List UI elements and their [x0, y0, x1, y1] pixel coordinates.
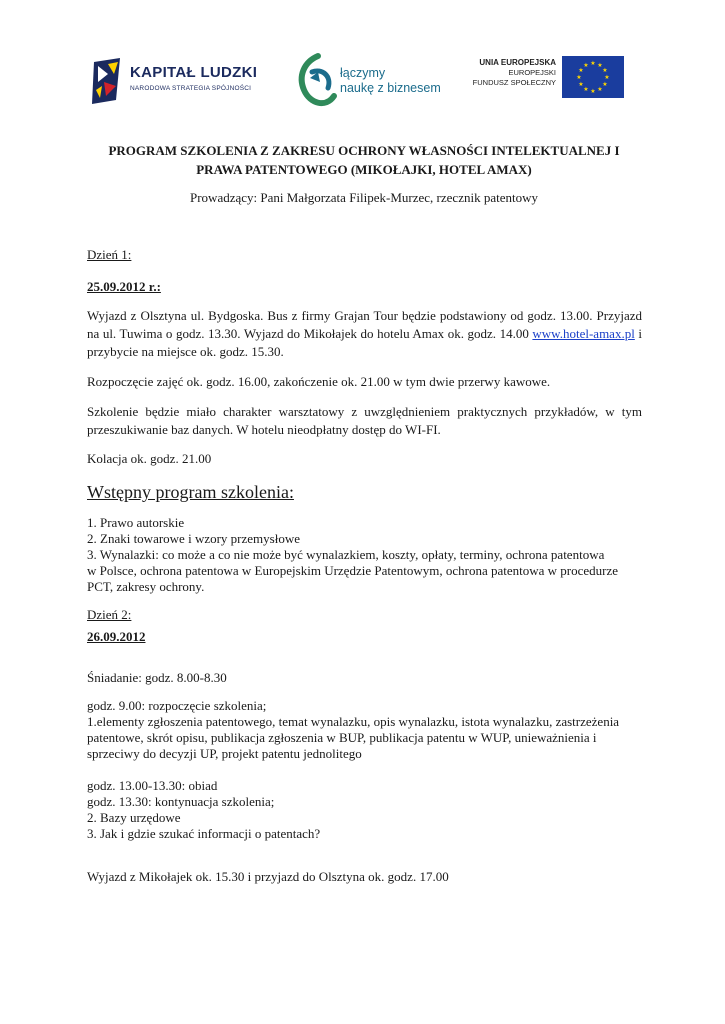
day2-afternoon-block	[87, 778, 642, 842]
document-title	[90, 141, 638, 179]
svg-text:★: ★	[583, 62, 589, 69]
svg-text:★: ★	[604, 74, 610, 81]
day2-elements-line-2: patentowe, skrót opisu, publikacja zgłoszenia w BUP, publikacja patentu w WUP, unieważnienia i	[87, 730, 597, 745]
svg-text:★: ★	[578, 81, 584, 88]
kapital-ludzki-subtitle: NARODOWA STRATEGIA SPÓJNOŚCI	[130, 85, 252, 92]
svg-text:★: ★	[597, 86, 603, 93]
program-heading: Wstępny program szkolenia:	[87, 482, 294, 502]
laczymy-swirl-icon	[296, 52, 340, 110]
program-list	[87, 515, 642, 595]
day1-supper: Kolacja ok. godz. 21.00	[87, 451, 212, 466]
day2-start: godz. 9.00: rozpoczęcie szkolenia;	[87, 698, 267, 713]
svg-text:★: ★	[578, 67, 584, 74]
day2-date: 26.09.2012	[87, 629, 146, 644]
kapital-ludzki-title: KAPITAŁ LUDZKI	[130, 64, 258, 81]
day2-elements-line-1: 1.elementy zgłoszenia patentowego, temat wynalazku, opis wynalazku, istota wynalazku, zastrzeżenia	[87, 714, 620, 729]
day2-lunch: godz. 13.00-13.30: obiad	[87, 778, 218, 793]
program-item-3-line-3: PCT, zakresy ochrony.	[87, 579, 205, 594]
svg-text:★: ★	[597, 62, 603, 69]
day1-travel-text: Wyjazd z Olsztyna ul. Bydgoska. Bus z firmy Grajan Tour będzie podstawiony od godz. 13.00. Przyjazd na ul. Tuwima o godz. 13.30. Wyjazd do Mikołajek do hotelu Amax ok. godz. 14.00	[87, 308, 642, 341]
svg-text:★: ★	[590, 60, 596, 67]
laczymy-logo	[296, 52, 446, 112]
day2-item-2: 2. Bazy urzędowe	[87, 810, 181, 825]
svg-text:★: ★	[576, 74, 582, 81]
logo-header	[0, 52, 725, 116]
day1-classes: Rozpoczęcie zajęć ok. godz. 16.00, zakończenie ok. 21.00 w tym dwie przerwy kawowe.	[87, 374, 551, 389]
program-item-2: 2. Znaki towarowe i wzory przemysłowe	[87, 531, 300, 546]
svg-text:★: ★	[583, 86, 589, 93]
title-line-1: PROGRAM SZKOLENIA Z ZAKRESU OCHRONY WŁASNOŚCI INTELEKTUALNEJ I	[108, 143, 620, 158]
program-item-1: 1. Prawo autorskie	[87, 515, 185, 530]
ue-line3: FUNDUSZ SPOŁECZNY	[472, 78, 556, 87]
day2-elements-line-3: sprzeciwy do decyzji UP, projekt patentu jednolitego	[87, 746, 362, 761]
day2-continue: godz. 13.30: kontynuacja szkolenia;	[87, 794, 275, 809]
ue-line2: EUROPEJSKI	[508, 68, 556, 77]
svg-text:★: ★	[590, 88, 596, 95]
day1-label: Dzień 1:	[87, 247, 132, 262]
day2-departure: Wyjazd z Mikołajek ok. 15.30 i przyjazd do Olsztyna ok. godz. 17.00	[87, 869, 449, 884]
day1-travel	[87, 307, 642, 361]
unia-europejska-logo	[466, 56, 626, 102]
kapital-ludzki-logo	[90, 56, 265, 108]
ue-line1: UNIA EUROPEJSKA	[479, 58, 556, 67]
laczymy-line2: naukę z biznesem	[340, 81, 441, 95]
day1-travel-tail: i przybycie na miejsce ok. godz. 15.30.	[87, 326, 642, 359]
day2-item-3: 3. Jak i gdzie szukać informacji o patentach?	[87, 826, 321, 841]
eu-flag-icon	[562, 56, 624, 98]
svg-text:★: ★	[602, 81, 608, 88]
day2-breakfast: Śniadanie: godz. 8.00-8.30	[87, 670, 227, 685]
kapital-ludzki-emblem-icon	[90, 56, 126, 106]
program-item-3-line-1: 3. Wynalazki: co może a co nie może być wynalazkiem, koszty, opłaty, terminy, ochrona patentowa	[87, 547, 605, 562]
title-line-2: PRAWA PATENTOWEGO (MIKOŁAJKI, HOTEL AMAX)	[196, 162, 532, 177]
lecturer: Prowadzący: Pani Małgorzata Filipek-Murzec, rzecznik patentowy	[190, 190, 538, 205]
day1-date: 25.09.2012 r.:	[87, 279, 161, 294]
day2-label: Dzień 2:	[87, 607, 132, 622]
hotel-link[interactable]: www.hotel-amax.pl	[532, 326, 635, 341]
day1-workshop: Szkolenie będzie miało charakter warsztatowy z uwzględnieniem praktycznych przykładów, w tym przeszukiwanie baz danych. W hotelu nieodpłatny dostęp do WI-FI.	[87, 404, 642, 437]
svg-text:★: ★	[602, 67, 608, 74]
day2-morning-block	[87, 698, 642, 762]
program-item-3-line-2: w Polsce, ochrona patentowa w Europejskim Urzędzie Patentowym, ochrona patentowa w procedurze	[87, 563, 619, 578]
laczymy-line1: łączymy	[340, 66, 386, 80]
